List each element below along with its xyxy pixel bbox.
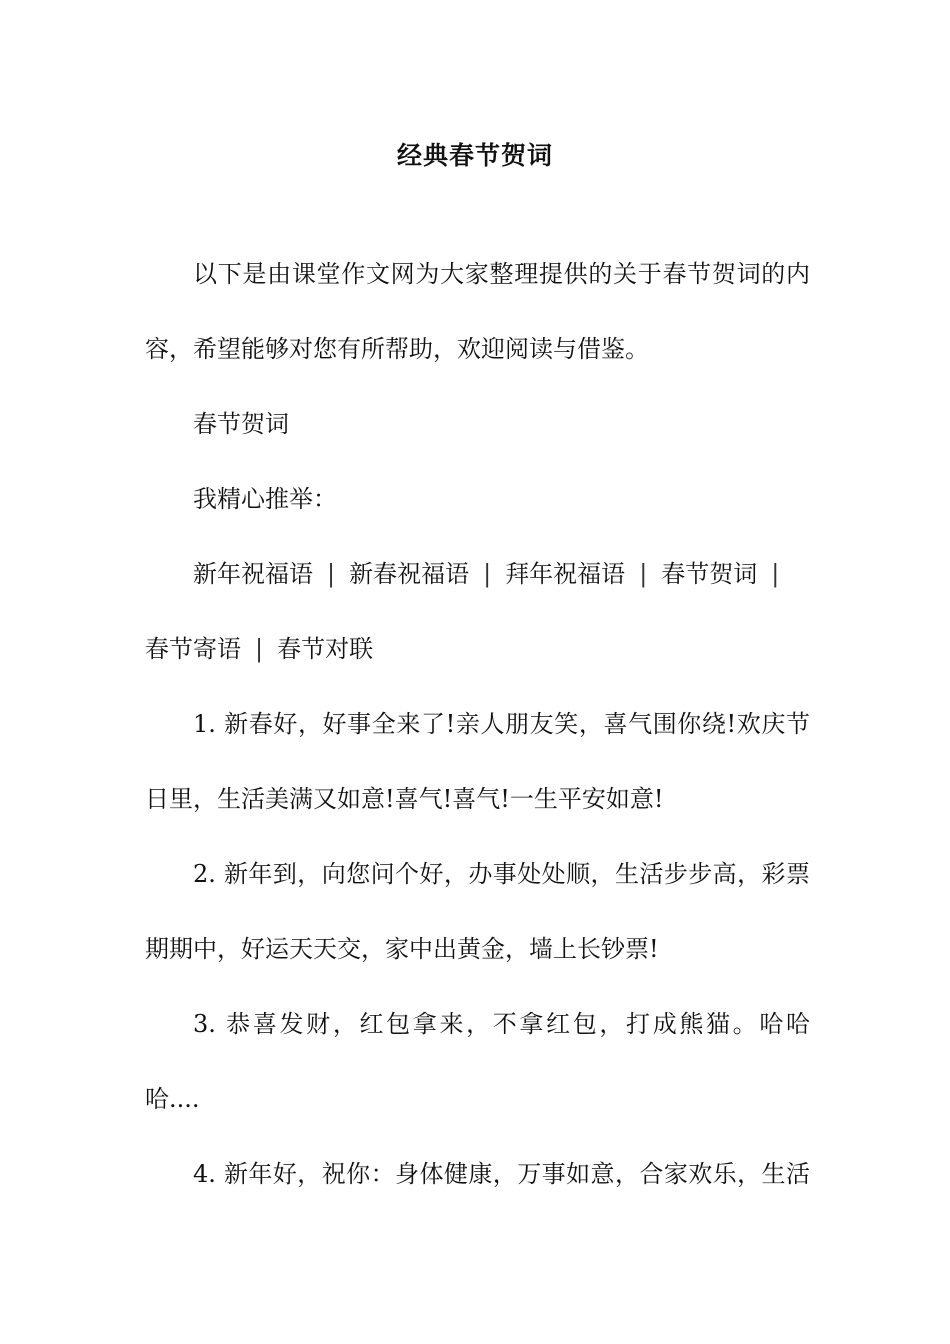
link-spring-festival-couplets[interactable]: 春节对联: [277, 635, 374, 663]
greeting-item-2-line-1: 2. 新年到，向您问个好，办事处处顺，生活步步高，彩票: [193, 860, 810, 888]
recommended-links-row-1: [193, 558, 810, 590]
recommended-links-row-2: [145, 633, 810, 665]
link-spring-festival-greetings[interactable]: 春节贺词: [661, 560, 758, 588]
intro-paragraph-line-1: 以下是由课堂作文网为大家整理提供的关于春节贺词的内: [193, 260, 810, 288]
section-heading: 春节贺词: [193, 410, 289, 438]
link-spring-festival-messages[interactable]: 春节寄语: [145, 635, 241, 663]
document-title: 经典春节贺词: [396, 141, 553, 170]
link-greeting-wishes[interactable]: 拜年祝福语: [505, 560, 626, 588]
greeting-item-3-line-1: 3. 恭喜发财，红包拿来，不拿红包，打成熊猫。哈哈: [193, 1010, 810, 1038]
greeting-item-2-line-2: 期期中，好运天天交，家中出黄金，墙上长钞票!: [145, 935, 659, 963]
greeting-item-3-line-2: 哈....: [145, 1085, 200, 1113]
link-separator: |: [327, 560, 336, 588]
link-separator: |: [255, 635, 264, 663]
link-separator: |: [639, 560, 648, 588]
link-spring-wishes[interactable]: 新春祝福语: [349, 560, 470, 588]
greeting-item-1-line-1: 1. 新春好，好事全来了!亲人朋友笑，喜气围你绕!欢庆节: [193, 710, 810, 738]
link-separator: |: [483, 560, 492, 588]
link-separator: |: [771, 560, 780, 588]
greeting-item-1-line-2: 日里，生活美满又如意!喜气!喜气!一生平安如意!: [145, 785, 664, 813]
link-new-year-wishes[interactable]: 新年祝福语: [193, 560, 313, 588]
intro-paragraph-line-2: 容，希望能够对您有所帮助，欢迎阅读与借鉴。: [145, 335, 649, 363]
recommend-label: 我精心推举：: [193, 485, 337, 513]
greeting-item-4-line-1: 4. 新年好，祝你：身体健康，万事如意，合家欢乐，生活: [193, 1160, 810, 1188]
